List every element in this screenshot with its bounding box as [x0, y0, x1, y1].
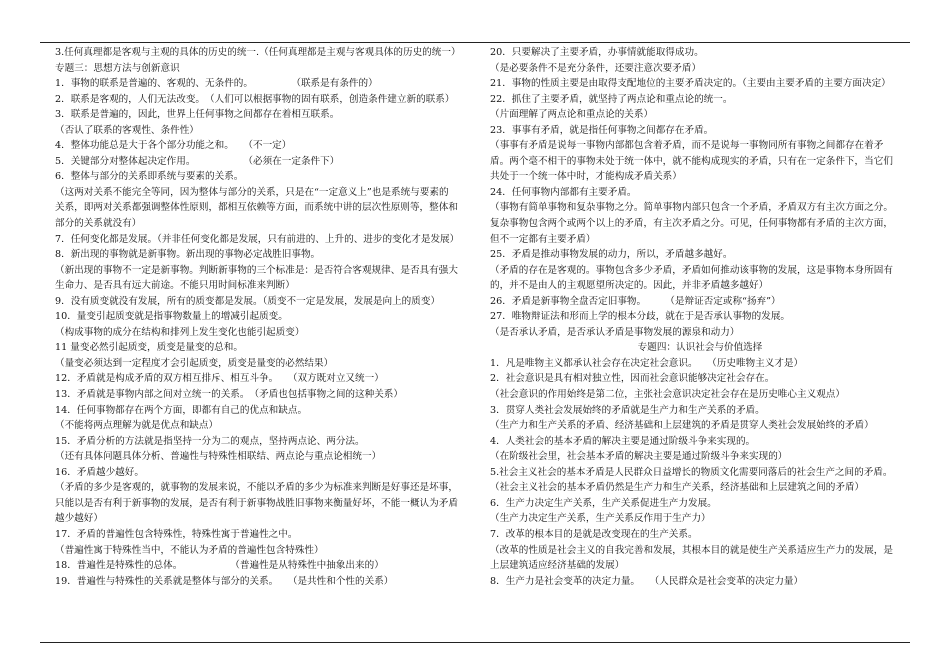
text-line: 5.社会主义社会的基本矛盾是人民群众日益增长的物质文化需要同落后的社会生产之间的矛盾。: [490, 466, 893, 478]
text-line: 15．矛盾分析的方法就是指坚持一分为二的观点，坚持两点论、两分法。: [55, 435, 365, 447]
text-line: 9．没有质变就没有发展，所有的质变都是发展。（质变不一定是发展，发展是向上的质变）: [55, 295, 441, 307]
text-line: 复杂事物包含两个或两个以上的矛盾，有主次矛盾之分。可见，任何事物都有矛盾的主次方面，: [490, 218, 893, 230]
text-line: 7．改革的根本目的是就是改变现在的生产关系。: [490, 528, 698, 540]
text-line: 27．唯物辩证法和形而上学的根本分歧，就在于是否承认事物的发展。: [490, 311, 791, 323]
text-line: 14．任何事物都存在两个方面，即都有自己的优点和缺点。: [55, 404, 308, 416]
text-line: 6．整体与部分的关系即系统与要素的关系。: [55, 171, 244, 183]
text-line: 越少越好）: [55, 513, 103, 525]
bottom-rule: [40, 642, 910, 643]
text-line: 17．矛盾的普遍性包含特殊性，特殊性寓于普遍性之中。: [55, 528, 298, 540]
text-line: （这两对关系不能完全等同，因为整体与部分的关系，只是在“一定意义上”也是系统与要素的: [55, 186, 449, 198]
text-line: 3．联系是普遍的，因此，世界上任何事物之间都存在着相互联系。: [55, 109, 340, 121]
text-line: （矛盾的多少是客观的，就事物的发展来说，不能以矛盾的多少为标准来判断是好事还是坏事，: [55, 482, 458, 494]
text-line: （社会主义社会的基本矛盾仍然是生产力和生产关系，经济基础和上层建筑之间的矛盾）: [490, 482, 865, 494]
text-line: （不能将两点理解为就是优点和缺点）: [55, 420, 219, 432]
text-line: 13．矛盾就是事物内部之间对立统一的关系。 （矛盾也包括事物之间的这种关系）: [55, 389, 403, 401]
text-line: （事事有矛盾是说每一事物内部都包含着矛盾，而不是说每一事物同所有事物之间都存在着矛: [490, 140, 884, 152]
text-line: 只能以是否有利于新事物的发展，是否有利于新事物战胜旧事物来衡量好坏，不能一概认为矛盾: [55, 497, 458, 509]
text-line: 25．矛盾是推动事物发展的动力，所以，矛盾越多越好。: [490, 249, 733, 261]
top-rule: [40, 42, 910, 43]
text-line: 5．关键部分对整体起决定作用。 （必须在一定条件下）: [55, 155, 340, 167]
text-line: （生产力决定生产关系，生产关系反作用于生产力）: [490, 513, 711, 525]
text-line: （矛盾的存在是客观的。事物包含多少矛盾，矛盾如何推动该事物的发展，这是事物本身所固有: [490, 264, 893, 276]
text-line: 20．只要解决了主要矛盾，办事情就能取得成功。: [490, 47, 704, 58]
text-line: 1．凡是唯物主义都承认社会存在决定社会意识。 （历史唯物主义才是）: [490, 357, 804, 369]
text-line: 生命力、是否具有远大前途。不能只用时间标准来判断）: [55, 280, 295, 292]
text-line: （在阶级社会里，社会基本矛盾的解决主要是通过阶级斗争来实现的）: [490, 451, 788, 463]
text-line: 的，并不是由人的主观愿望所决定的。因此，并非矛盾越多越好）: [490, 280, 769, 292]
text-line: 3.任何真理都是客观与主观的具体的历史的统一.（任何真理都是主观与客观具体的历史的统一）: [55, 47, 461, 58]
text-line: （社会意识的作用始终是第二位，主张社会意识决定社会存在是历史唯心主义观点）: [490, 389, 845, 401]
text-line: （改革的性质是社会主义的自我完善和发展，其根本目的就是使生产关系适应生产力的发展，是: [490, 544, 893, 556]
right-column: [490, 45, 910, 589]
text-line: （还有具体问题具体分析、普遍性与特殊性相联结、两点论与重点论相统一）: [55, 451, 382, 463]
left-column: [55, 45, 475, 589]
text-line: （事物有简单事物和复杂事物之分。简单事物内部只包含一个矛盾，矛盾双方有主次方面之分。: [490, 202, 893, 214]
text-line: （是必要条件不是充分条件，还要注意次要矛盾）: [490, 62, 702, 74]
text-line: 26．矛盾是新事物全盘否定旧事物。 （是辩证否定或称“扬弃”）: [490, 295, 781, 307]
text-line: 2．社会意识是具有相对独立性，因而社会意识能够决定社会存在。: [490, 373, 775, 385]
text-line: 共处于一个统一体中时，才能构成矛盾关系）: [490, 171, 682, 183]
text-line: 22．抓住了主要矛盾，就坚持了两点论和重点论的统一。: [490, 93, 733, 105]
text-line: （片面理解了两点论和重点论的关系）: [490, 109, 654, 121]
text-line: 关系，即两对关系都强调整体性原则，都相互依赖等方面，而系统中讲的层次性原则等，整体和: [55, 202, 458, 214]
text-line: 2．联系是客观的，人们无法改变。 （人们可以根据事物的固有联系，创造条件建立新的联系）: [55, 93, 455, 105]
text-line: 部分的关系就没有）: [55, 218, 142, 230]
text-line: 7．任何变化都是发展。（并非任何变化都是发展，只有前进的、上升的、进步的变化才是发展）: [55, 233, 460, 245]
text-line: 专题三：思想方法与创新意识: [55, 62, 180, 74]
text-line: 10．量变引起质变就是指事物数量上的增减引起质变。: [55, 311, 288, 323]
text-line: （普遍性寓于特殊性当中，不能认为矛盾的普遍性包含特殊性）: [55, 544, 324, 556]
text-line: 16．矛盾越少越好。: [55, 466, 144, 478]
text-line: 11 量变必然引起质变，质变是量变的总和。: [55, 342, 243, 354]
text-line: 盾。两个毫不相干的事物未处于统一体中，就不能构成现实的矛盾，只有在一定条件下，当它们: [490, 155, 893, 167]
text-line: 19．普遍性与特殊性的关系就是整体与部分的关系。 （是共性和个性的关系）: [55, 575, 394, 587]
text-line: （否认了联系的客观性、条件性）: [55, 124, 199, 136]
text-line: 18．普遍性是特殊性的总体。 （普遍性是从特殊性中抽象出来的）: [55, 560, 384, 572]
text-line: （量变必须达到一定程度才会引起质变，质变是量变的必然结果）: [55, 357, 334, 369]
text-line: （新出现的事物不一定是新事物。判断新事物的三个标准是：是否符合客观规律、是否具有强大: [55, 264, 458, 276]
text-line: （构成事物的成分在结构和排列上发生变化也能引起质变）: [55, 326, 305, 338]
text-line: （生产力和生产关系的矛盾、经济基础和上层建筑的矛盾是贯穿人类社会发展始终的矛盾）: [490, 420, 874, 432]
text-line: 4．人类社会的基本矛盾的解决主要是通过阶级斗争来实现的。: [490, 435, 756, 447]
text-line: 8．生产力是社会变革的决定力量。 （人民群众是社会变革的决定力量）: [490, 575, 804, 587]
text-line: 专题四：认识社会与价值选择: [637, 342, 763, 354]
text-line: 8．新出现的事物就是新事物。新出现的事物必定战胜旧事物。: [55, 249, 321, 261]
text-line: 4．整体功能总是大于各个部分功能之和。 （不一定）: [55, 140, 292, 152]
text-line: 21．事物的性质主要是由取得支配地位的主要矛盾决定的。（主要由主要矛盾的主要方面决定）: [490, 78, 891, 90]
text-line: （是否承认矛盾，是否承认矛盾是事物发展的源泉和动力）: [490, 326, 740, 338]
text-line: 24．任何事物内部都有主要矛盾。: [490, 186, 637, 198]
text-line: 1．事物的联系是普遍的、客观的、无条件的。 （联系是有条件的）: [55, 78, 378, 90]
text-line: 上层建筑适应经济基础的发展）: [490, 560, 625, 572]
text-line: 12．矛盾就是构成矛盾的双方相互排斥、相互斗争。 （双方既对立又统一）: [55, 373, 384, 385]
text-line: 23．事事有矛盾，就是指任何事物之间都存在矛盾。: [490, 124, 714, 136]
text-line: 6．生产力决定生产关系，生产关系促进生产力发展。: [490, 497, 717, 509]
text-line: 但不一定都有主要矛盾）: [490, 233, 596, 245]
text-line: 3．贯穿人类社会发展始终的矛盾就是生产力和生产关系的矛盾。: [490, 404, 765, 416]
